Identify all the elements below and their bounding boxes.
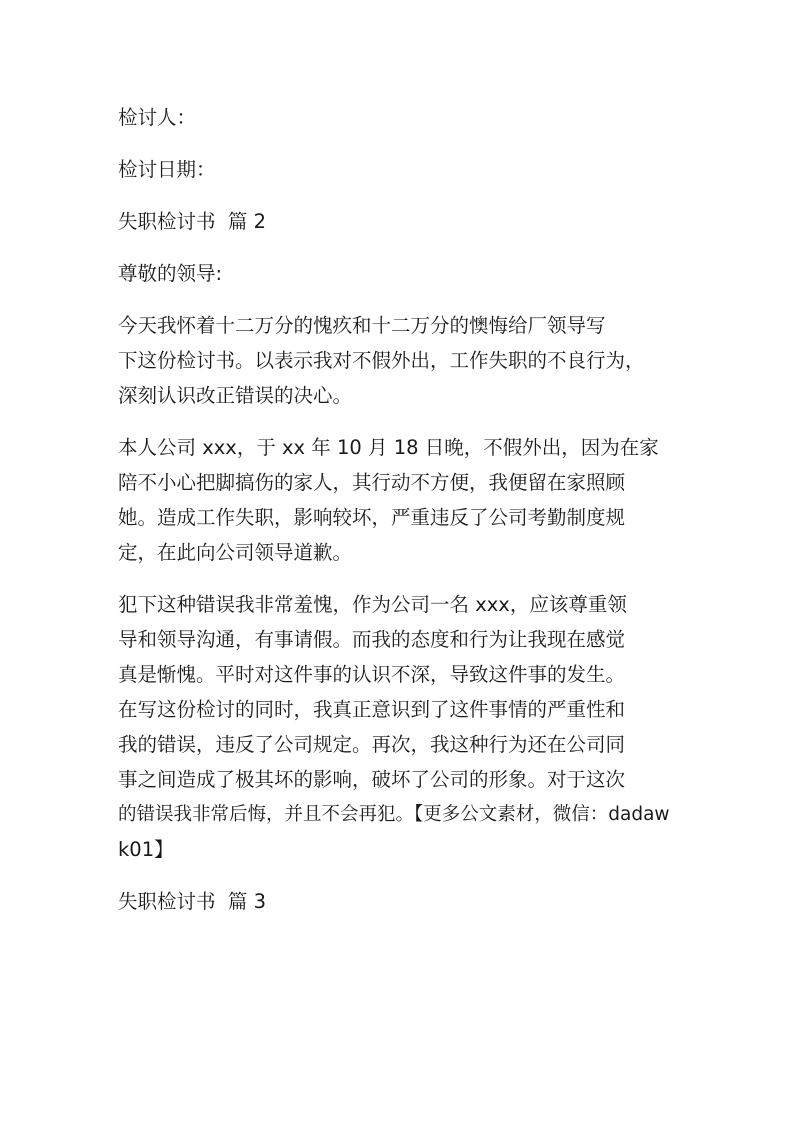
paragraph-line: 下这份检讨书。以表示我对不假外出，工作失职的不良行为， bbox=[118, 349, 645, 372]
paragraph-3 bbox=[118, 587, 678, 867]
salutation: 尊敬的领导: bbox=[118, 262, 223, 285]
paragraph-line: 陪不小心把脚搞伤的家人，其行动不方便，我便留在家照顾 bbox=[118, 471, 626, 494]
paragraph-line: 本人公司 xxx，于 xx 年 10 月 18 日晚，不假外出，因为在家 bbox=[118, 436, 659, 459]
paragraph-line: 今天我怀着十二万分的愧疚和十二万分的懊悔给厂领导写 bbox=[118, 314, 606, 337]
paragraph-line: 她。造成工作失职，影响较坏，严重违反了公司考勤制度规 bbox=[118, 506, 626, 529]
paragraph-line: 犯下这种错误我非常羞愧，作为公司一名 xxx，应该尊重领 bbox=[118, 593, 627, 616]
paragraph-line: 事之间造成了极其坏的影响，破坏了公司的形象。对于这次 bbox=[118, 768, 626, 791]
section-heading-2: 失职检讨书 篇 2 bbox=[118, 210, 267, 233]
document-body bbox=[118, 100, 678, 936]
paragraph-line: 我的错误，违反了公司规定。再次，我这种行为还在公司同 bbox=[118, 733, 626, 756]
date-label: 检讨日期： bbox=[118, 158, 216, 181]
paragraph-2 bbox=[118, 430, 678, 570]
paragraph-line: 导和领导沟通，有事请假。而我的态度和行为让我现在感觉 bbox=[118, 628, 626, 651]
paragraph-1 bbox=[118, 308, 678, 413]
paragraph-line: 真是惭愧。平时对这件事的认识不深，导致这件事的发生。 bbox=[118, 663, 626, 686]
paragraph-line: 的错误我非常后悔，并且不会再犯。【更多公文素材，微信：dadaw bbox=[118, 804, 670, 825]
paragraph-line: 定，在此向公司领导道歉。 bbox=[118, 541, 353, 564]
reviewer-label: 检讨人： bbox=[118, 106, 197, 129]
paragraph-line: 在写这份检讨的同时，我真正意识到了这件事情的严重性和 bbox=[118, 698, 626, 721]
paragraph-line: k01】 bbox=[118, 838, 174, 861]
section-heading-3: 失职检讨书 篇 3 bbox=[118, 890, 267, 913]
paragraph-line: 深刻认识改正错误的决心。 bbox=[118, 384, 353, 407]
